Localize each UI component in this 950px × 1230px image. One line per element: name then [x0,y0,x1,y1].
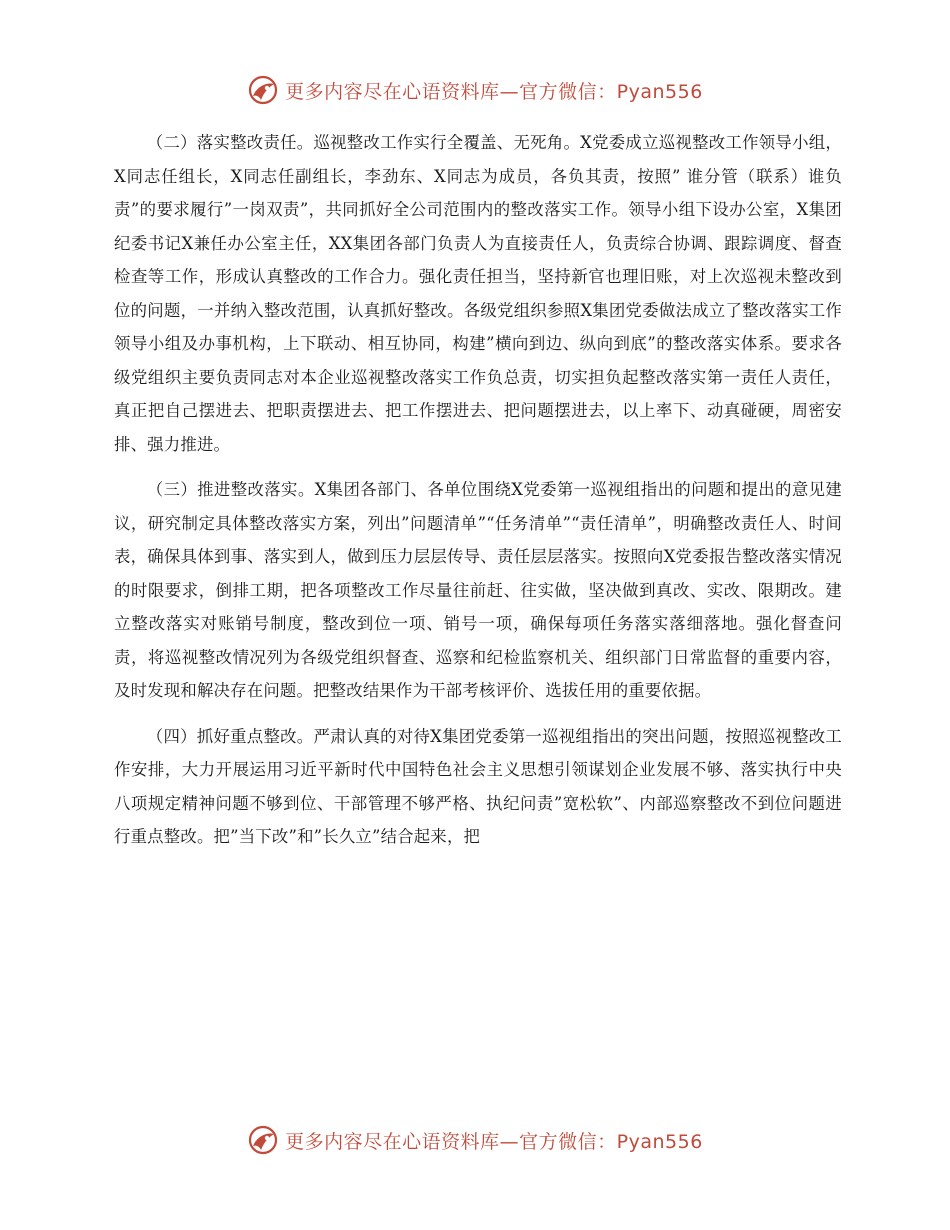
paragraph-implementation: （三）推进整改落实。X集团各部门、各单位围绕X党委第一巡视组指出的问题和提出的意见建议，研究制定具体整改落实方案，列出”问题清单”“任务清单”“责任清单”，明确整改责任人、时间表，确保具体到事、落实到人，做到压力层层传导、责任层层落实。按照向X党委报告整改落实情况的时限要求，倒排工期，把各项整改工作尽量往前赶、往实做，坚决做到真改、实改、限期改。建立整改落实对账销号制度，整改到位一项、销号一项，确保每项任务落实落细落地。强化督查问责，将巡视整改情况列为各级党组织督查、巡察和纪检监察机关、组织部门日常监督的重要内容，及时发现和解决存在问题。把整改结果作为干部考核评价、选拔任用的重要依据。 [114,480,842,700]
footer-banner-text: 更多内容尽在心语资料库—官方微信：Pyan556 [285,1130,703,1153]
paragraph-responsibility: （二）落实整改责任。巡视整改工作实行全覆盖、无死角。X党委成立巡视整改工作领导小组，X同志任组长，X同志任副组长，李劲东、X同志为成员，各负其责，按照” 谁分管（联系）谁负责”的要求履行”一岗双责”，共同抓好全公司范围内的整改落实工作。领导小组下设办公室，X集团纪委书记X兼任办公室主任，XX集团各部门负责人为直接责任人，负责综合协调、跟踪调度、督查检查等工作，形成认真整改的工作合力。强化责任担当，坚持新官也理旧账，对上次巡视未整改到位的问题，一并纳入整改范围，认真抓好整改。各级党组织参照X集团党委做法成立了整改落实工作领导小组及办事机构，上下联动、相互协同，构建”横向到边、纵向到底”的整改落实体系。要求各级党组织主要负责同志对本企业巡视整改落实工作负总责，切实担负起整改落实第一责任人责任，真正把自己摆进去、把职责摆进去、把工作摆进去、把问题摆进去，以上率下、动真碰硬，周密安排、强力推进。 [114,133,842,454]
header-banner-text: 更多内容尽在心语资料库—官方微信：Pyan556 [285,80,703,103]
paragraph-key-rectification: （四）抓好重点整改。严肃认真的对待X集团党委第一巡视组指出的突出问题，按照巡视整改工作安排，大力开展运用习近平新时代中国特色社会主义思想引领谋划企业发展不够、落实执行中央八项规定精神问题不够到位、干部管理不够严格、执纪问责”宽松软”、内部巡察整改不到位问题进行重点整改。把”当下改”和”长久立”结合起来，把 [114,726,842,846]
footer-banner [0,1120,950,1160]
document-body [114,126,842,866]
header-banner [0,70,950,110]
brand-logo-icon [247,1124,279,1156]
brand-logo-icon [247,74,279,106]
